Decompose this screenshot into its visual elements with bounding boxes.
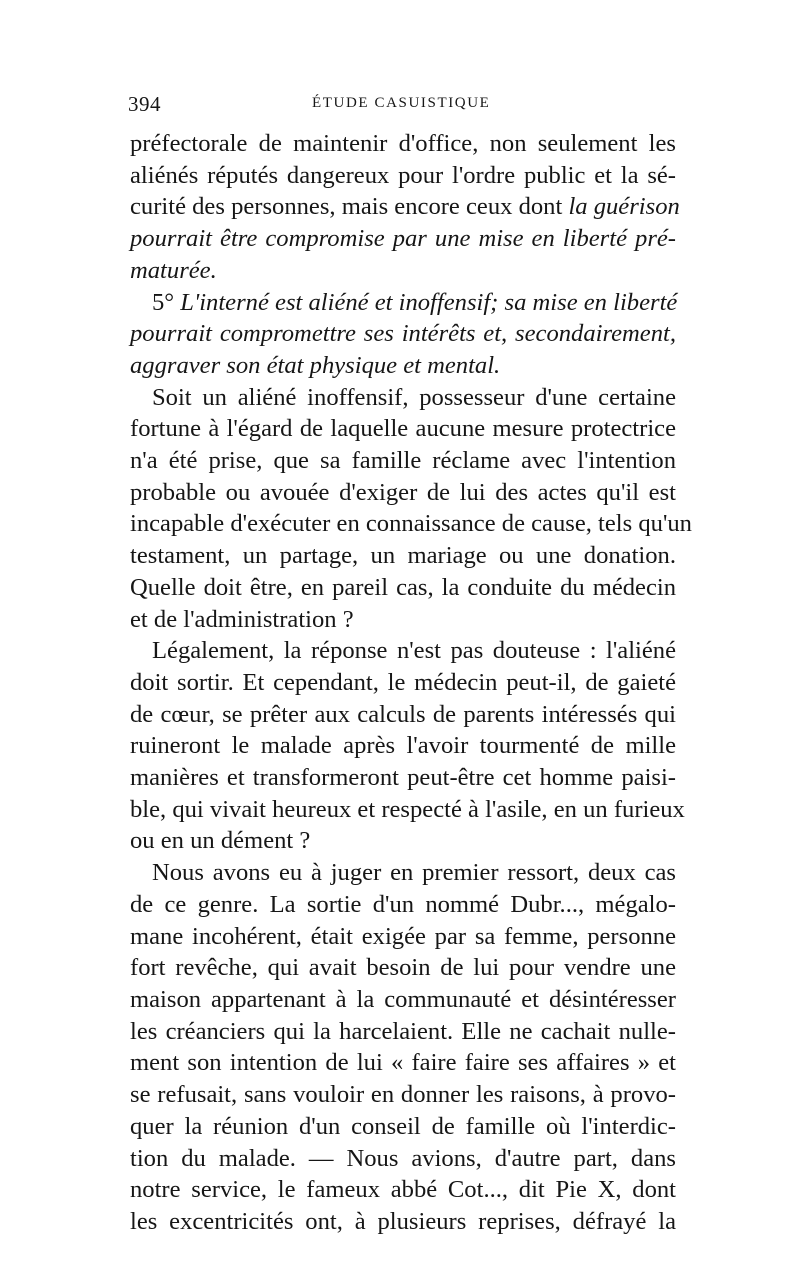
text-segment: Soit un aliéné inoffensif, possesseur d'une certaine — [152, 383, 676, 411]
text-line — [130, 191, 680, 223]
text-line — [130, 445, 676, 477]
text-segment: ruineront le malade après l'avoir tourmenté de mille — [130, 732, 676, 760]
text-line — [130, 255, 676, 287]
italic-text-segment: pourrait être compromise par une mise en liberté pré- — [130, 225, 676, 253]
text-segment: manières et transformeront peut-être cet homme paisi- — [130, 764, 676, 792]
text-line — [130, 1143, 676, 1175]
text-line — [130, 825, 676, 857]
italic-text-segment: la guérison — [568, 193, 680, 221]
text-line — [130, 667, 676, 699]
text-line — [130, 1016, 676, 1048]
text-line — [130, 1174, 676, 1206]
text-line — [130, 318, 676, 350]
text-line — [130, 889, 676, 921]
text-segment: de cœur, se prêter aux calculs de parents intéressés qui — [130, 700, 676, 728]
text-line — [130, 508, 692, 540]
text-line — [130, 794, 685, 826]
text-segment: aliénés réputés dangereux pour l'ordre public et la sé- — [130, 161, 676, 189]
italic-text-segment: pourrait compromettre ses intérêts et, secondairement, — [130, 320, 676, 348]
text-line — [130, 413, 676, 445]
text-line — [130, 984, 676, 1016]
text-line — [130, 350, 676, 382]
text-line — [130, 604, 676, 636]
text-segment: ou en un dément ? — [130, 827, 311, 855]
text-line — [130, 1047, 676, 1079]
italic-text-segment: L'interné est aliéné et inoffensif; sa mise en liberté — [180, 288, 678, 316]
running-head-title: ÉTUDE CASUISTIQUE — [312, 95, 491, 111]
text-segment: ment son intention de lui « faire faire ses affaires » et — [130, 1049, 676, 1077]
text-segment: testament, un partage, un mariage ou une donation. — [130, 542, 676, 570]
page-number: 394 — [128, 92, 161, 116]
text-segment: mane incohérent, était exigée par sa femme, personne — [130, 922, 676, 950]
text-line — [130, 1111, 676, 1143]
text-line — [130, 1079, 676, 1111]
text-line — [130, 635, 676, 667]
text-line — [130, 921, 676, 953]
text-segment: curité des personnes, mais encore ceux dont — [130, 193, 569, 221]
text-line — [130, 160, 676, 192]
text-line — [130, 1206, 676, 1238]
text-segment: fort revêche, qui avait besoin de lui pour vendre une — [130, 954, 676, 982]
text-segment: Quelle doit être, en pareil cas, la conduite du médecin — [130, 573, 676, 601]
text-segment: probable ou avouée d'exiger de lui des actes qu'il est — [130, 478, 676, 506]
text-segment: Nous avons eu à juger en premier ressort, deux cas — [152, 859, 676, 887]
text-segment: préfectorale de maintenir d'office, non seulement les — [130, 130, 676, 157]
text-line — [130, 477, 676, 509]
text-segment: quer la réunion d'un conseil de famille où l'interdic- — [130, 1112, 676, 1140]
text-segment: les excentricités ont, à plusieurs reprises, défrayé la — [130, 1207, 676, 1235]
text-segment: 5° — [152, 288, 181, 316]
text-line — [130, 699, 676, 731]
text-segment: Légalement, la réponse n'est pas douteuse : l'aliéné — [152, 637, 676, 665]
text-segment: notre service, le fameux abbé Cot..., dit Pie X, dont — [130, 1176, 676, 1204]
text-line — [130, 540, 676, 572]
text-segment: de ce genre. La sortie d'un nommé Dubr..., mégalo- — [130, 890, 676, 918]
text-segment: tion du malade. — Nous avions, d'autre part, dans — [130, 1144, 676, 1172]
running-head — [128, 92, 676, 116]
text-segment: maison appartenant à la communauté et désintéresser — [130, 985, 676, 1013]
text-segment: incapable d'exécuter en connaissance de cause, tels qu'un — [130, 510, 692, 538]
text-line — [130, 762, 676, 794]
text-segment: ble, qui vivait heureux et respecté à l'asile, en un furieux — [130, 795, 685, 823]
text-segment: doit sortir. Et cependant, le médecin peut-il, de gaieté — [130, 668, 676, 696]
body-text — [130, 128, 692, 1238]
text-line — [130, 382, 676, 414]
text-line — [130, 287, 676, 319]
text-segment: n'a été prise, que sa famille réclame avec l'intention — [130, 447, 676, 475]
italic-text-segment: maturée. — [130, 256, 217, 284]
text-line — [130, 128, 676, 160]
text-segment: se refusait, sans vouloir en donner les raisons, à provo- — [130, 1081, 676, 1109]
italic-text-segment: aggraver son état physique et mental. — [130, 351, 501, 379]
text-line — [130, 572, 676, 604]
text-line — [130, 952, 676, 984]
text-segment: et de l'administration ? — [130, 605, 354, 633]
text-line — [130, 730, 676, 762]
text-segment: les créanciers qui la harcelaient. Elle ne cachait nulle- — [130, 1017, 676, 1045]
text-line — [130, 223, 676, 255]
text-line — [130, 857, 676, 889]
text-segment: fortune à l'égard de laquelle aucune mesure protectrice — [130, 415, 676, 443]
